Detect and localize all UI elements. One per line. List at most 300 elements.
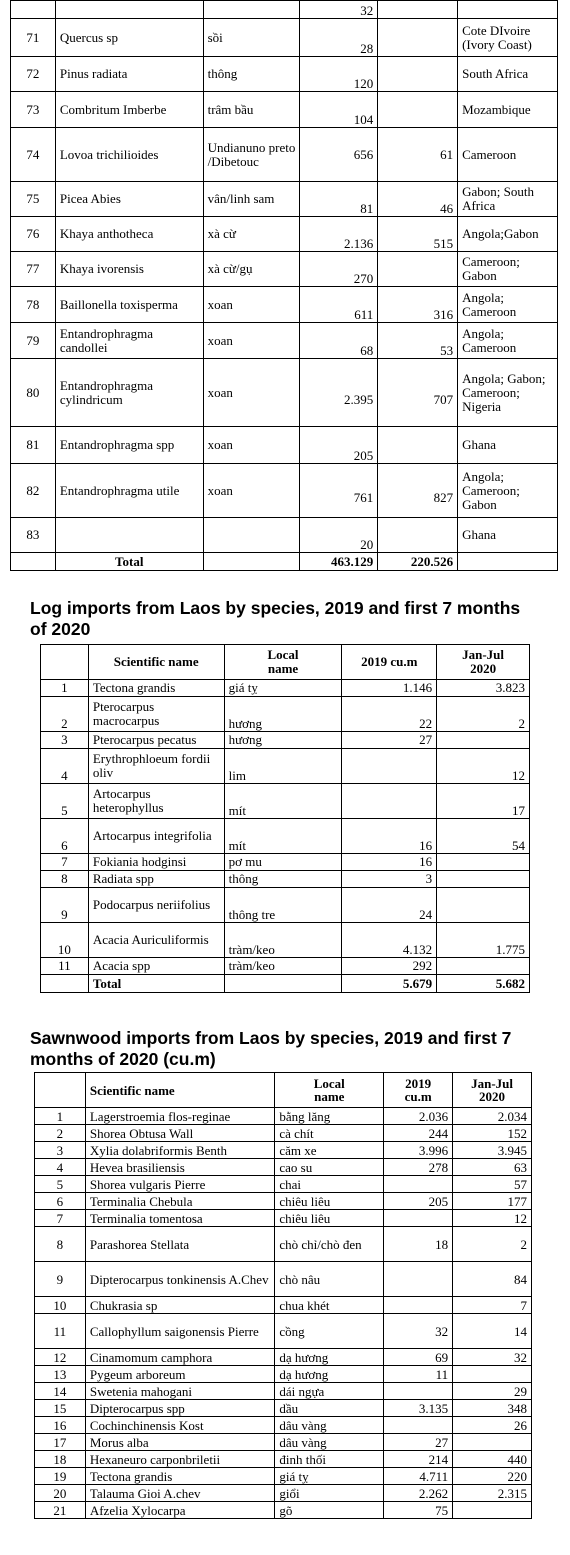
header-scientific-name: Scientific name	[88, 645, 224, 680]
value-2019-cell	[384, 1383, 453, 1400]
row-number: 72	[11, 57, 56, 92]
scientific-name-cell: Shorea vulgaris Pierre	[85, 1176, 275, 1193]
header-2020: Jan-Jul 2020	[437, 645, 530, 680]
value-2019-cell: 81	[300, 182, 378, 217]
scientific-name-cell: Fokiania hodginsi	[88, 854, 224, 871]
row-number: 74	[11, 128, 56, 182]
table-row	[41, 697, 530, 732]
row-number: 11	[41, 958, 89, 975]
value-2020-cell: 57	[453, 1176, 532, 1193]
row-number: 8	[35, 1227, 86, 1262]
local-name-cell: lim	[224, 749, 342, 784]
local-name-cell: xoan	[203, 464, 300, 518]
table-row	[11, 57, 558, 92]
value-2020-cell	[378, 57, 458, 92]
scientific-name-cell: Baillonella toxisperma	[55, 287, 203, 323]
local-name-cell: chua khét	[275, 1297, 384, 1314]
value-2020-cell: 348	[453, 1400, 532, 1417]
table-row	[11, 464, 558, 518]
row-number: 82	[11, 464, 56, 518]
scientific-name-cell: Terminalia tomentosa	[85, 1210, 275, 1227]
scientific-name-cell: Podocarpus neriifolius	[88, 888, 224, 923]
value-2019-cell: 4.711	[384, 1468, 453, 1485]
header-2019: 2019 cu.m	[384, 1073, 453, 1108]
value-2020-cell: 440	[453, 1451, 532, 1468]
header-number	[41, 645, 89, 680]
value-2020-cell: 2.315	[453, 1485, 532, 1502]
scientific-name-cell: Hexaneuro carponbriletii	[85, 1451, 275, 1468]
table-row	[35, 1159, 532, 1176]
local-name-cell: giổi	[275, 1485, 384, 1502]
value-2019-cell: 27	[342, 732, 437, 749]
scientific-name-cell: Talauma Gioi A.chev	[85, 1485, 275, 1502]
row-number: 16	[35, 1417, 86, 1434]
local-name-cell: tràm/keo	[224, 958, 342, 975]
table-row	[11, 217, 558, 252]
total-row	[11, 553, 558, 571]
scientific-name-cell: Shorea Obtusa Wall	[85, 1125, 275, 1142]
local-name-cell: dầu	[275, 1400, 384, 1417]
country-cell: Angola; Gabon; Cameroon; Nigeria	[458, 359, 558, 427]
value-2019-cell: 761	[300, 464, 378, 518]
row-number: 18	[35, 1451, 86, 1468]
scientific-name-cell: Artocarpus integrifolia	[88, 819, 224, 854]
local-name-cell: mít	[224, 819, 342, 854]
row-number: 17	[35, 1434, 86, 1451]
value-2019-cell: 32	[384, 1314, 453, 1349]
local-name-cell: vân/linh sam	[203, 182, 300, 217]
row-number: 75	[11, 182, 56, 217]
value-2019-cell	[384, 1417, 453, 1434]
country-cell: Cote DIvoire (Ivory Coast)	[458, 19, 558, 57]
local-name-cell	[203, 1, 300, 19]
row-number: 73	[11, 92, 56, 128]
value-2020-cell: 7	[453, 1297, 532, 1314]
scientific-name-cell: Morus alba	[85, 1434, 275, 1451]
local-name-cell: dạ hương	[275, 1366, 384, 1383]
scientific-name-cell: Lovoa trichilioides	[55, 128, 203, 182]
row-number: 6	[35, 1193, 86, 1210]
country-cell: South Africa	[458, 57, 558, 92]
local-name-cell: chai	[275, 1176, 384, 1193]
value-2019-cell: 69	[384, 1349, 453, 1366]
value-2019-cell: 20	[300, 518, 378, 553]
value-2019-cell: 3.135	[384, 1400, 453, 1417]
scientific-name-cell: Pterocarpus macrocarpus	[88, 697, 224, 732]
scientific-name-cell: Entandrophragma spp	[55, 427, 203, 464]
row-number: 20	[35, 1485, 86, 1502]
total-2019: 5.679	[342, 975, 437, 993]
scientific-name-cell: Dipterocarpus tonkinensis A.Chev	[85, 1262, 275, 1297]
value-2020-cell: 2	[437, 697, 530, 732]
value-2019-cell: 27	[384, 1434, 453, 1451]
table-row	[35, 1451, 532, 1468]
scientific-name-cell: Tectona grandis	[88, 680, 224, 697]
row-number	[11, 1, 56, 19]
value-2020-cell: 12	[453, 1210, 532, 1227]
row-number: 1	[41, 680, 89, 697]
country-cell: Gabon; South Africa	[458, 182, 558, 217]
local-name-cell: dái ngựa	[275, 1383, 384, 1400]
scientific-name-cell: Dipterocarpus spp	[85, 1400, 275, 1417]
local-name-cell	[224, 975, 342, 993]
value-2020-cell	[378, 1, 458, 19]
row-number: 11	[35, 1314, 86, 1349]
value-2019-cell: 278	[384, 1159, 453, 1176]
table-row	[35, 1227, 532, 1262]
value-2019-cell: 205	[384, 1193, 453, 1210]
value-2020-cell: 17	[437, 784, 530, 819]
table-row	[41, 819, 530, 854]
scientific-name-cell	[55, 518, 203, 553]
value-2020-cell: 707	[378, 359, 458, 427]
table-row	[35, 1108, 532, 1125]
header-2019: 2019 cu.m	[342, 645, 437, 680]
value-2020-cell: 152	[453, 1125, 532, 1142]
value-2019-cell	[384, 1297, 453, 1314]
table-row	[35, 1502, 532, 1519]
row-number: 21	[35, 1502, 86, 1519]
scientific-name-cell: Erythrophloeum fordii oliv	[88, 749, 224, 784]
value-2020-cell	[453, 1366, 532, 1383]
header-local-name: Local name	[224, 645, 342, 680]
value-2019-cell: 68	[300, 323, 378, 359]
local-name-cell: chiêu liêu	[275, 1210, 384, 1227]
value-2020-cell	[437, 888, 530, 923]
value-2020-cell: 84	[453, 1262, 532, 1297]
value-2019-cell: 611	[300, 287, 378, 323]
local-name-cell: pơ mu	[224, 854, 342, 871]
row-number: 10	[41, 923, 89, 958]
value-2020-cell	[437, 732, 530, 749]
table-row	[35, 1193, 532, 1210]
value-2019-cell: 104	[300, 92, 378, 128]
table-row	[11, 323, 558, 359]
table-row	[11, 128, 558, 182]
scientific-name-cell: Quercus sp	[55, 19, 203, 57]
value-2020-cell: 3.823	[437, 680, 530, 697]
table-row	[35, 1417, 532, 1434]
local-name-cell: xoan	[203, 323, 300, 359]
value-2020-cell: 827	[378, 464, 458, 518]
value-2019-cell	[342, 784, 437, 819]
scientific-name-cell: Callophyllum saigonensis Pierre	[85, 1314, 275, 1349]
country-cell: Ghana	[458, 427, 558, 464]
table-row	[41, 888, 530, 923]
value-2020-cell: 316	[378, 287, 458, 323]
total-2020: 5.682	[437, 975, 530, 993]
table-row	[35, 1125, 532, 1142]
value-2020-cell: 1.775	[437, 923, 530, 958]
table-row	[35, 1314, 532, 1349]
value-2019-cell: 22	[342, 697, 437, 732]
row-number: 2	[35, 1125, 86, 1142]
value-2019-cell	[384, 1262, 453, 1297]
local-name-cell: xoan	[203, 427, 300, 464]
value-2019-cell: 18	[384, 1227, 453, 1262]
table-row	[41, 871, 530, 888]
row-number: 3	[41, 732, 89, 749]
country-cell: Mozambique	[458, 92, 558, 128]
value-2019-cell: 32	[300, 1, 378, 19]
country-cell	[458, 1, 558, 19]
scientific-name-cell: Chukrasia sp	[85, 1297, 275, 1314]
local-name-cell: cà chít	[275, 1125, 384, 1142]
row-number: 4	[41, 749, 89, 784]
header-2020: Jan-Jul 2020	[453, 1073, 532, 1108]
value-2020-cell	[378, 252, 458, 287]
scientific-name-cell: Artocarpus heterophyllus	[88, 784, 224, 819]
table-row	[35, 1262, 532, 1297]
row-number: 7	[35, 1210, 86, 1227]
local-name-cell: dạ hương	[275, 1349, 384, 1366]
value-2019-cell: 292	[342, 958, 437, 975]
row-number: 4	[35, 1159, 86, 1176]
table-row	[11, 427, 558, 464]
local-name-cell: đinh thối	[275, 1451, 384, 1468]
scientific-name-cell: Entandrophragma cylindricum	[55, 359, 203, 427]
value-2020-cell	[378, 427, 458, 464]
value-2019-cell: 214	[384, 1451, 453, 1468]
value-2019-cell: 120	[300, 57, 378, 92]
scientific-name-cell: Pinus radiata	[55, 57, 203, 92]
local-name-cell: mít	[224, 784, 342, 819]
row-number: 2	[41, 697, 89, 732]
table-row	[41, 680, 530, 697]
value-2020-cell: 54	[437, 819, 530, 854]
value-2019-cell: 244	[384, 1125, 453, 1142]
value-2020-cell: 3.945	[453, 1142, 532, 1159]
local-name-cell: chò nâu	[275, 1262, 384, 1297]
scientific-name-cell: Tectona grandis	[85, 1468, 275, 1485]
row-number: 79	[11, 323, 56, 359]
table-row	[41, 923, 530, 958]
country-cell: Angola; Cameroon; Gabon	[458, 464, 558, 518]
value-2019-cell: 656	[300, 128, 378, 182]
table-row	[11, 1, 558, 19]
value-2020-cell: 177	[453, 1193, 532, 1210]
row-number	[41, 975, 89, 993]
value-2020-cell: 220	[453, 1468, 532, 1485]
value-2019-cell: 28	[300, 19, 378, 57]
local-name-cell	[203, 518, 300, 553]
local-name-cell	[203, 553, 300, 571]
local-name-cell: hương	[224, 697, 342, 732]
local-name-cell: cao su	[275, 1159, 384, 1176]
local-name-cell: xoan	[203, 359, 300, 427]
total-2020: 220.526	[378, 553, 458, 571]
row-number	[11, 553, 56, 571]
value-2020-cell: 12	[437, 749, 530, 784]
value-2020-cell	[378, 19, 458, 57]
value-2019-cell: 1.146	[342, 680, 437, 697]
table-row	[35, 1434, 532, 1451]
value-2019-cell: 205	[300, 427, 378, 464]
row-number: 13	[35, 1366, 86, 1383]
local-name-cell: căm xe	[275, 1142, 384, 1159]
table-row	[11, 359, 558, 427]
table-row	[35, 1468, 532, 1485]
value-2020-cell: 46	[378, 182, 458, 217]
total-row	[41, 975, 530, 993]
scientific-name-cell: Parashorea Stellata	[85, 1227, 275, 1262]
scientific-name-cell: Xylia dolabriformis Benth	[85, 1142, 275, 1159]
local-name-cell: xoan	[203, 287, 300, 323]
table-row	[41, 749, 530, 784]
row-number: 83	[11, 518, 56, 553]
local-name-cell: thông	[203, 57, 300, 92]
value-2020-cell	[378, 92, 458, 128]
local-name-cell: dâu vàng	[275, 1434, 384, 1451]
country-cell: Angola;Gabon	[458, 217, 558, 252]
value-2020-cell: 32	[453, 1349, 532, 1366]
scientific-name-cell: Cochinchinensis Kost	[85, 1417, 275, 1434]
value-2020-cell	[437, 958, 530, 975]
log-imports-title: Log imports from Laos by species, 2019 and first 7 months of 2020	[30, 598, 521, 639]
scientific-name-cell: Hevea brasiliensis	[85, 1159, 275, 1176]
value-2019-cell: 2.036	[384, 1108, 453, 1125]
value-2019-cell: 2.136	[300, 217, 378, 252]
local-name-cell: hương	[224, 732, 342, 749]
value-2020-cell: 2.034	[453, 1108, 532, 1125]
row-number: 6	[41, 819, 89, 854]
local-name-cell: giá tỵ	[224, 680, 342, 697]
scientific-name-cell: Afzelia Xylocarpa	[85, 1502, 275, 1519]
row-number: 71	[11, 19, 56, 57]
local-name-cell: gõ	[275, 1502, 384, 1519]
table-row	[41, 732, 530, 749]
scientific-name-cell: Cinamomum camphora	[85, 1349, 275, 1366]
country-cell: Cameroon	[458, 128, 558, 182]
row-number: 19	[35, 1468, 86, 1485]
table-row	[11, 19, 558, 57]
scientific-name-cell: Entandrophragma candollei	[55, 323, 203, 359]
local-name-cell: thông tre	[224, 888, 342, 923]
value-2020-cell	[453, 1434, 532, 1451]
local-name-cell: chò chỉ/chò đen	[275, 1227, 384, 1262]
total-2019: 463.129	[300, 553, 378, 571]
value-2019-cell: 16	[342, 819, 437, 854]
scientific-name-cell: Acacia spp	[88, 958, 224, 975]
table-row	[41, 958, 530, 975]
value-2020-cell	[437, 871, 530, 888]
value-2020-cell: 29	[453, 1383, 532, 1400]
row-number: 76	[11, 217, 56, 252]
local-name-cell: trâm bầu	[203, 92, 300, 128]
row-number: 7	[41, 854, 89, 871]
value-2019-cell: 11	[384, 1366, 453, 1383]
total-label: Total	[88, 975, 224, 993]
row-number: 81	[11, 427, 56, 464]
value-2020-cell: 61	[378, 128, 458, 182]
row-number: 1	[35, 1108, 86, 1125]
scientific-name-cell: Swetenia mahogani	[85, 1383, 275, 1400]
header-number	[35, 1073, 86, 1108]
country-cell: Cameroon; Gabon	[458, 252, 558, 287]
country-cell	[458, 553, 558, 571]
species-import-table-continued	[10, 0, 558, 571]
value-2020-cell: 515	[378, 217, 458, 252]
scientific-name-cell	[55, 1, 203, 19]
row-number: 9	[35, 1262, 86, 1297]
row-number: 8	[41, 871, 89, 888]
row-number: 5	[41, 784, 89, 819]
value-2019-cell: 3	[342, 871, 437, 888]
local-name-cell: tràm/keo	[224, 923, 342, 958]
country-cell: Ghana	[458, 518, 558, 553]
sawnwood-imports-title: Sawnwood imports from Laos by species, 2019 and first 7 months of 2020 (cu.m)	[30, 1028, 512, 1069]
local-name-cell: xà cừ/gụ	[203, 252, 300, 287]
value-2020-cell	[453, 1502, 532, 1519]
row-number: 12	[35, 1349, 86, 1366]
value-2020-cell	[378, 518, 458, 553]
value-2020-cell: 2	[453, 1227, 532, 1262]
table-row	[35, 1297, 532, 1314]
scientific-name-cell: Picea Abies	[55, 182, 203, 217]
local-name-cell: Undianuno preto /Dibetouc	[203, 128, 300, 182]
value-2019-cell: 4.132	[342, 923, 437, 958]
local-name-cell: bằng lăng	[275, 1108, 384, 1125]
local-name-cell: thông	[224, 871, 342, 888]
value-2020-cell: 53	[378, 323, 458, 359]
table-row	[35, 1400, 532, 1417]
value-2019-cell: 16	[342, 854, 437, 871]
value-2019-cell: 2.395	[300, 359, 378, 427]
value-2019-cell: 3.996	[384, 1142, 453, 1159]
log-imports-table	[40, 644, 530, 993]
table-row	[35, 1366, 532, 1383]
scientific-name-cell: Lagerstroemia flos-reginae	[85, 1108, 275, 1125]
table-row	[11, 92, 558, 128]
row-number: 9	[41, 888, 89, 923]
header-row	[35, 1073, 532, 1108]
row-number: 15	[35, 1400, 86, 1417]
scientific-name-cell: Combritum Imberbe	[55, 92, 203, 128]
table-row	[35, 1383, 532, 1400]
scientific-name-cell: Pterocarpus pecatus	[88, 732, 224, 749]
row-number: 3	[35, 1142, 86, 1159]
header-row	[41, 645, 530, 680]
row-number: 5	[35, 1176, 86, 1193]
scientific-name-cell: Radiata spp	[88, 871, 224, 888]
local-name-cell: xà cừ	[203, 217, 300, 252]
table-row	[11, 252, 558, 287]
header-scientific-name: Scientific name	[85, 1073, 275, 1108]
row-number: 78	[11, 287, 56, 323]
table-row	[35, 1142, 532, 1159]
value-2019-cell: 270	[300, 252, 378, 287]
table-row	[35, 1485, 532, 1502]
table-row	[35, 1176, 532, 1193]
local-name-cell: cồng	[275, 1314, 384, 1349]
scientific-name-cell: Acacia Auriculiformis	[88, 923, 224, 958]
scientific-name-cell: Entandrophragma utile	[55, 464, 203, 518]
value-2019-cell: 24	[342, 888, 437, 923]
row-number: 77	[11, 252, 56, 287]
value-2019-cell	[384, 1176, 453, 1193]
row-number: 10	[35, 1297, 86, 1314]
table-row	[11, 518, 558, 553]
table-row	[35, 1349, 532, 1366]
header-local-name: Local name	[275, 1073, 384, 1108]
table-row	[41, 854, 530, 871]
country-cell: Angola; Cameroon	[458, 287, 558, 323]
table-row	[11, 287, 558, 323]
table-row	[41, 784, 530, 819]
local-name-cell: giá tỵ	[275, 1468, 384, 1485]
value-2019-cell	[384, 1210, 453, 1227]
local-name-cell: sồi	[203, 19, 300, 57]
